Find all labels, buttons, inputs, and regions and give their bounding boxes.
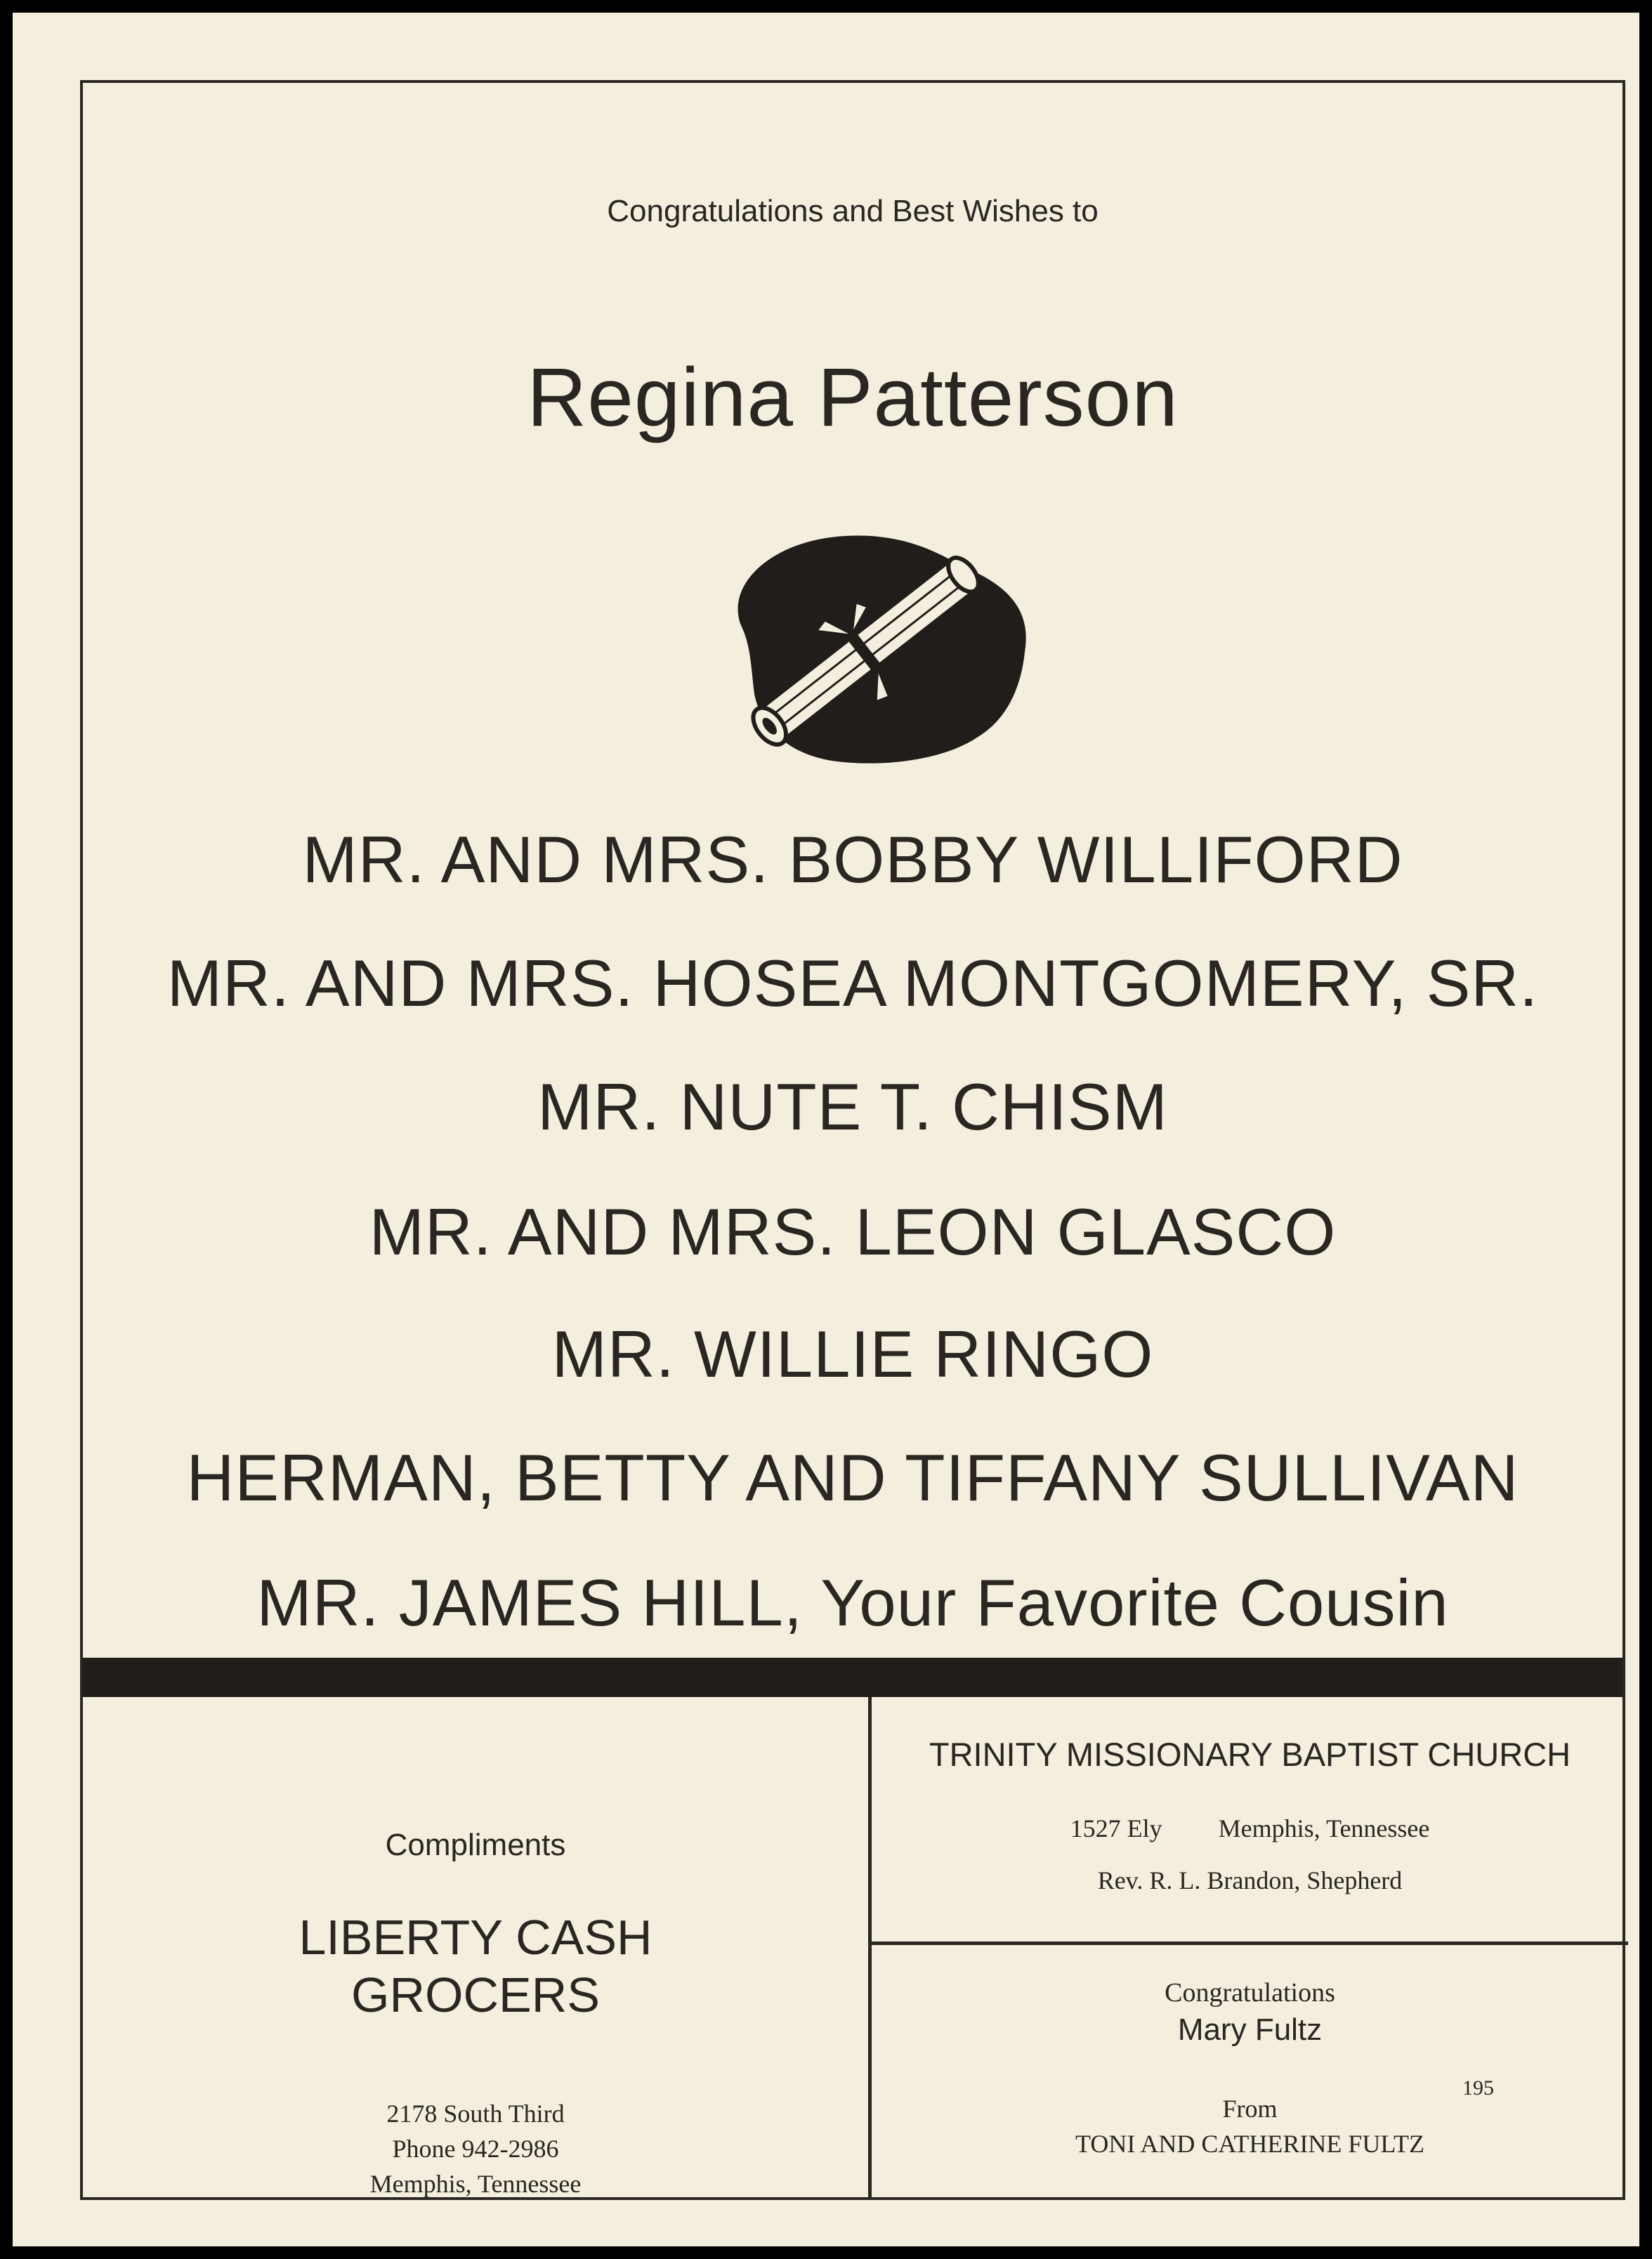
diploma-scroll-icon (712, 518, 1035, 778)
sponsor-name: MR. AND MRS. BOBBY WILLIFORD (302, 823, 1403, 896)
sponsor-name: MR. WILLIE RINGO (551, 1317, 1154, 1391)
honoree-name: Regina Patterson (527, 351, 1179, 444)
sponsor-name: MR. NUTE T. CHISM (537, 1070, 1168, 1144)
church-name: TRINITY MISSIONARY BAPTIST CHURCH (929, 1736, 1571, 1773)
church-pastor: Rev. R. L. Brandon, Shepherd (1097, 1866, 1403, 1894)
liberty-cash-grocers-ad (83, 1697, 868, 2197)
church-city: Memphis, Tennessee (1218, 1814, 1430, 1842)
givers-names: TONI AND CATHERINE FULTZ (1075, 2130, 1424, 2158)
from-label: From (1222, 2095, 1278, 2123)
fultz-congratulations-ad (872, 1945, 1628, 2197)
page (13, 13, 1639, 2246)
intro-text: Congratulations and Best Wishes to (607, 194, 1099, 228)
sponsor-name: MR. AND MRS. LEON GLASCO (369, 1195, 1337, 1269)
business-name: LIBERTY CASH (299, 1910, 653, 1965)
congratulations-label: Congratulations (1165, 1978, 1335, 2008)
business-name: GROCERS (351, 1967, 600, 2022)
divider-bar (83, 1658, 1622, 1697)
trinity-church-ad (872, 1697, 1628, 1942)
sponsor-name: MR. JAMES HILL, Your Favorite Cousin (256, 1566, 1449, 1639)
compliments-label: Compliments (385, 1828, 566, 1862)
church-street: 1527 Ely (1070, 1814, 1162, 1842)
business-city: Memphis, Tennessee (369, 2170, 582, 2198)
business-address: 2178 South Third (386, 2100, 565, 2128)
congratulated-name: Mary Fultz (1177, 2012, 1323, 2047)
page-number: 195 (1462, 2076, 1494, 2100)
church-address (872, 1814, 1628, 1843)
sponsor-name: MR. AND MRS. HOSEA MONTGOMERY, SR. (166, 946, 1539, 1020)
business-phone: Phone 942-2986 (392, 2135, 559, 2163)
sponsor-name: HERMAN, BETTY AND TIFFANY SULLIVAN (186, 1441, 1519, 1514)
ad-frame (80, 80, 1625, 2200)
